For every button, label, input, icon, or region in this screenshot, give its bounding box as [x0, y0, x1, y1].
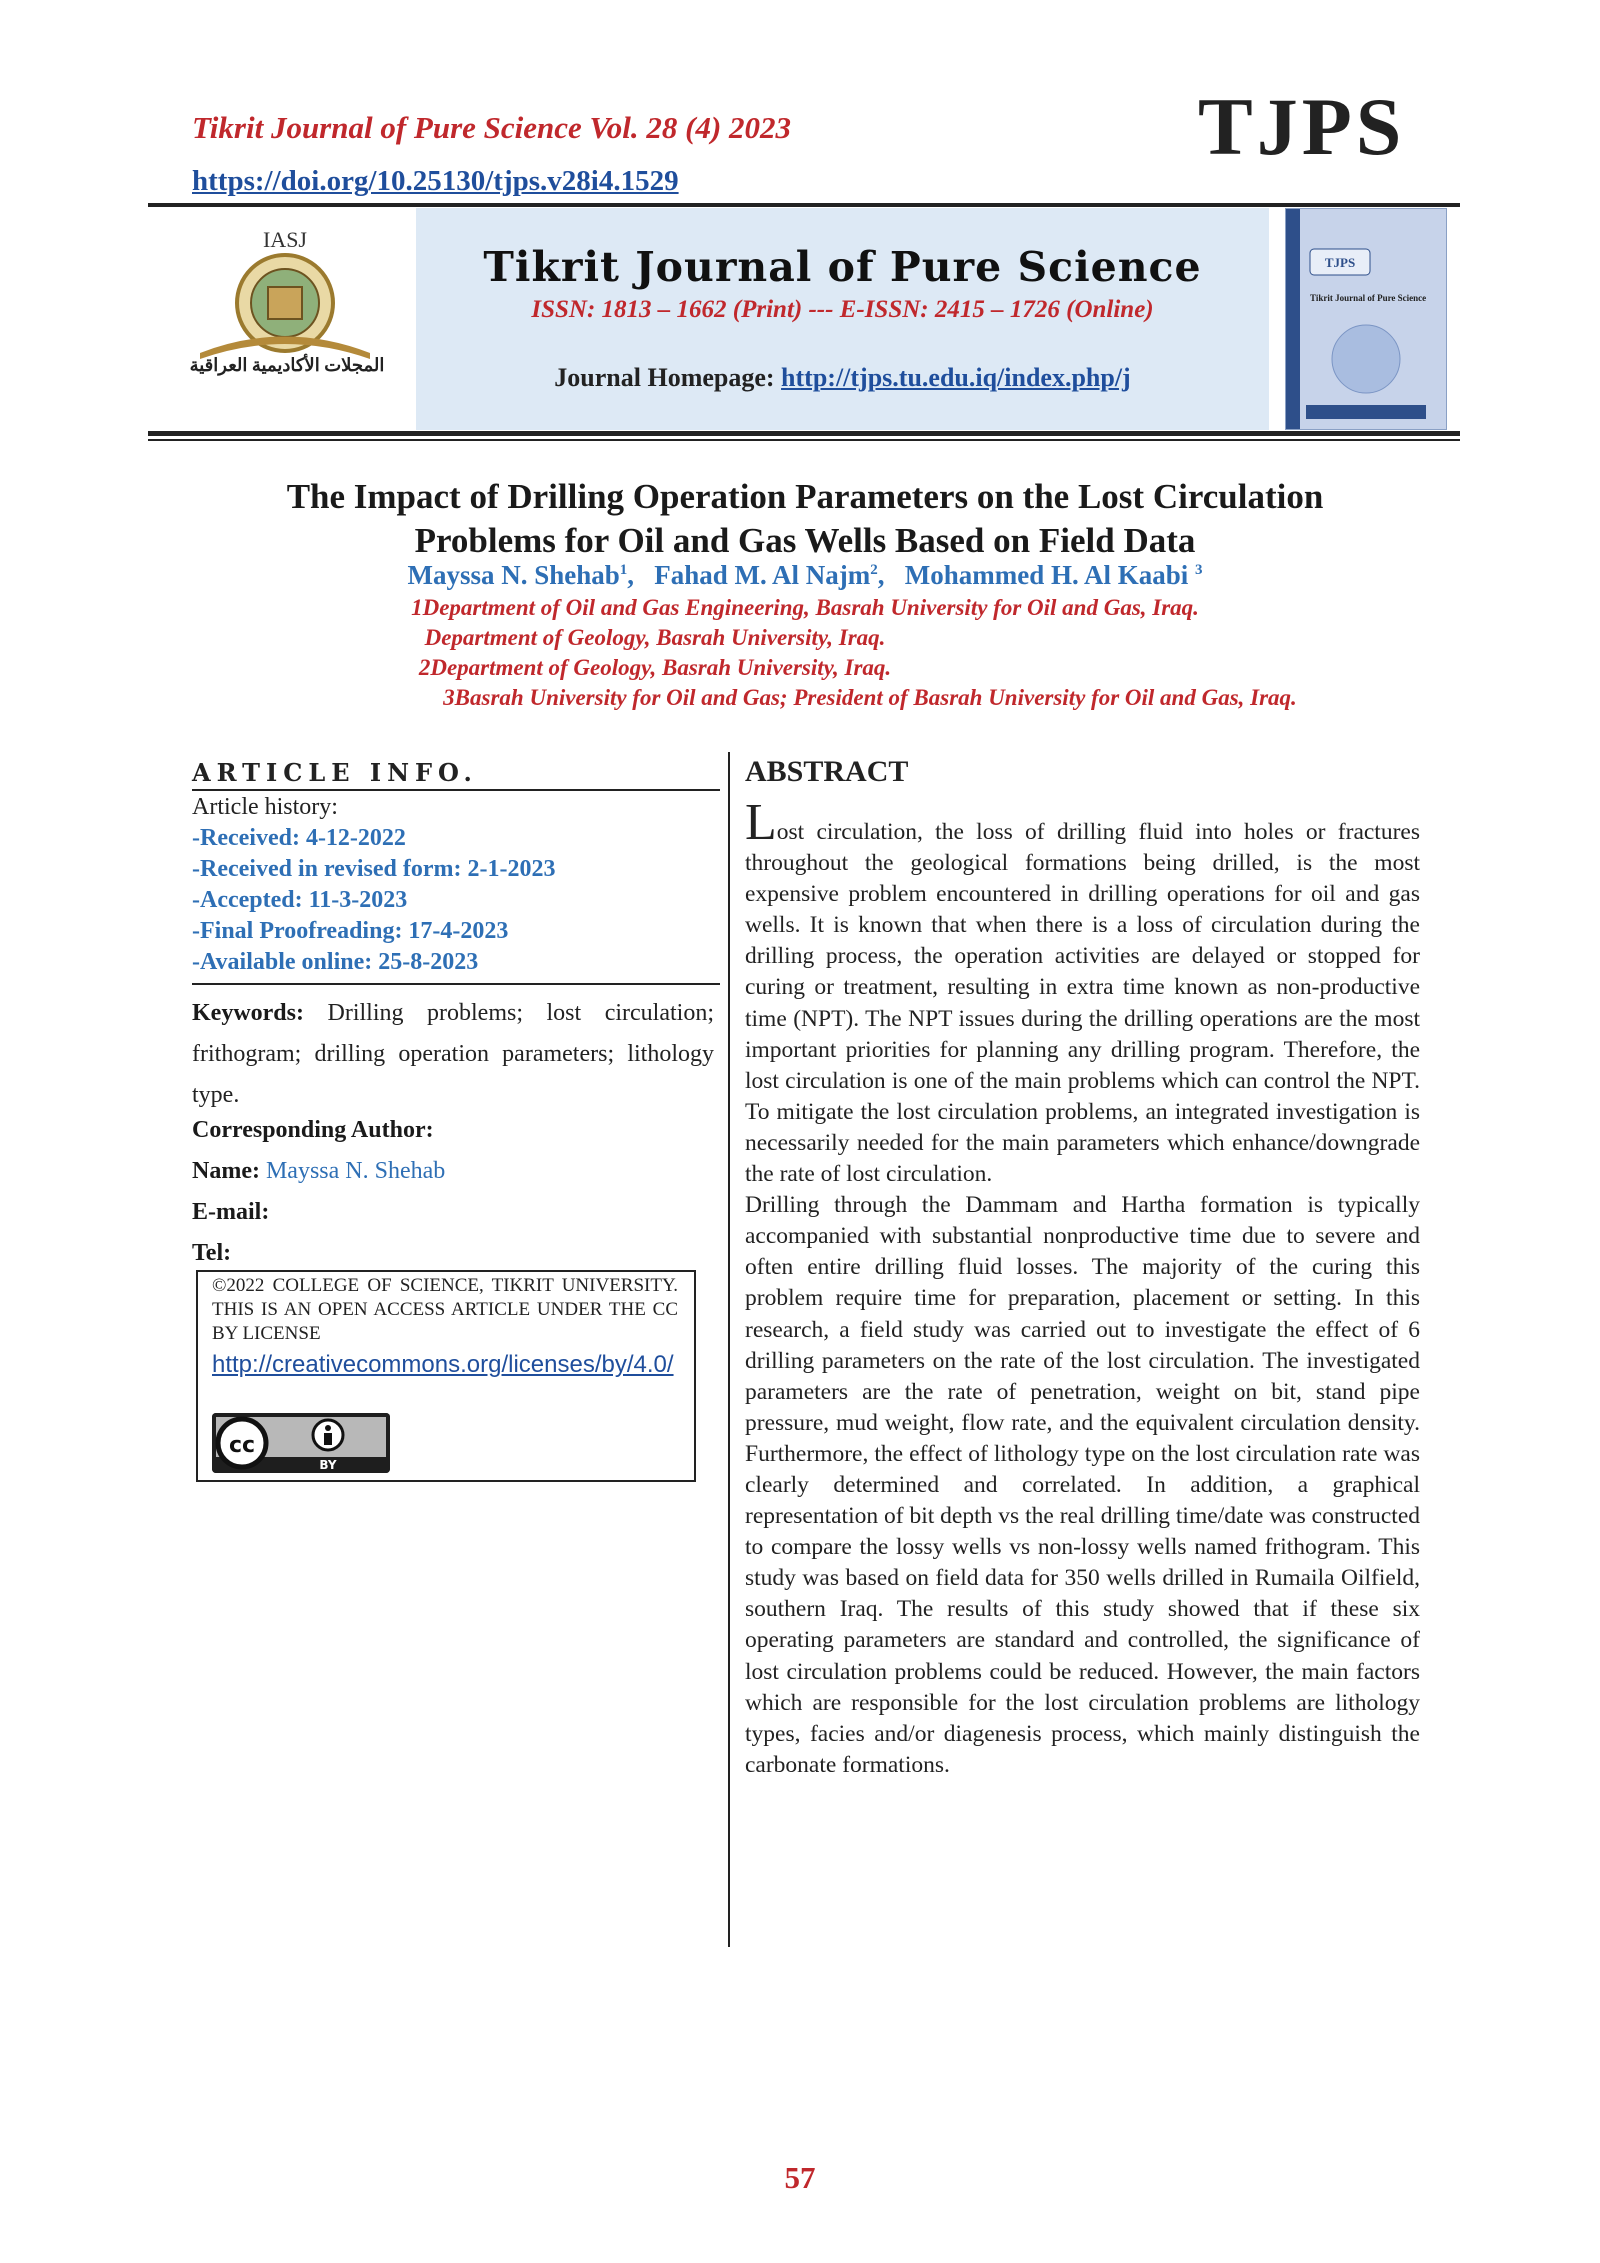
abstract-paragraph-2: Drilling through the Dammam and Hartha formation is typically accompanied with substantial nonproductive time due to severe and often entire drilling fluid losses. The majority of the curing this problem require time for preparation, placement or setting. In this research, a field study was carried out to investigate the effect of 6 drilling parameters on the rate of the lost circulation. The investigated parameters are the rate of penetration, weight on bit, stand pipe pressure, mud weight, flow rate, and the equivalent circulation density. Furthermore, the effect of lithology type on the lost circulation rate was clearly determined and correlated. In addition, a graphical representation of bit depth vs the real drilling time/date was constructed to compare the lossy wells vs non-lossy wells named frithogram. This study was based on field data for 350 wells drilled in Rumaila Oilfield, southern Iraq. The results of this study showed that if these six operating parameters are standard and controlled, the significance of lost circulation problems could be reduced. However, the main factors which are responsible for the lost circulation problems are lithology types, facies and/or diagenesis process, which mainly distinguish the carbonate formations. — [745, 1192, 1420, 1778]
affiliation-2: Department of Geology, Basrah University, Iraq. — [424, 625, 886, 650]
article-title-line1: The Impact of Drilling Operation Parameters on the Lost Circulation — [286, 477, 1324, 516]
author-list — [200, 560, 1410, 711]
abstract-body — [745, 794, 1420, 1781]
article-title-line2: Problems for Oil and Gas Wells Based on Field Data — [414, 521, 1196, 560]
affiliation-1: 1Department of Oil and Gas Engineering, Basrah University for Oil and Gas, Iraq. — [411, 595, 1199, 620]
page-number: 57 — [784, 2160, 816, 2195]
name-label: Name: — [192, 1158, 266, 1184]
issn-line: ISSN: 1813 – 1662 (Print) --- E-ISSN: 2415 – 1726 (Online) — [531, 296, 1154, 323]
banner-rule-thin — [148, 439, 1460, 441]
author-name: Mayssa N. Shehab — [265, 1158, 446, 1184]
authors-line: Mayssa N. Shehab$^1$, Fahad M. Al Najm$^2$, Mohammed H. Al Kaabi $^3$ — [407, 560, 1203, 590]
tel-label: Tel: — [192, 1240, 232, 1266]
author-3-sup: 3 — [1195, 562, 1203, 578]
article-title — [200, 475, 1410, 563]
cc-by-icon[interactable] — [212, 1413, 390, 1473]
affiliation-4: 3Basrah University for Oil and Gas; President of Basrah University for Oil and Gas, Iraq. — [443, 685, 1297, 710]
received-date: -Received: 4-12-2022 — [192, 825, 406, 851]
history-label: Article history: — [192, 794, 338, 820]
banner-title: Tikrit Journal of Pure Science — [483, 243, 1202, 291]
abstract-p1-text: ost circulation, the loss of drilling fluid into holes or fractures throughout the geological formations being drilled, is the most expensive problem encountered in drilling operations for oil and gas wells. It is known that when there is a loss of circulation during the drilling process, the operation activities are delayed or stopped for curing or treatment, resulting in extra time known as non-productive time (NPT). The NPT issues during the drilling operations are the most important priorities for planning any drilling program. Therefore, the lost circulation is one of the main problems which can control the NPT. To mitigate the lost circulation problems, an integrated investigation is necessarily needed for the main parameters which enhance/downgrade the rate of lost circulation. — [745, 819, 1420, 1188]
corresponding-label: Corresponding Author: — [192, 1117, 434, 1143]
accepted-date: -Accepted: 11-3-2023 — [192, 887, 408, 913]
cover-label: TJPS — [1324, 255, 1356, 270]
proofreading-date: -Final Proofreading: 17-4-2023 — [192, 918, 509, 944]
keywords-block — [192, 993, 714, 1116]
author-1-sup: 1 — [619, 562, 628, 578]
column-divider — [728, 752, 730, 1947]
abstract-paragraph-1 — [745, 794, 1420, 1190]
author-1: Mayssa N. Shehab — [407, 560, 620, 590]
homepage-line — [416, 363, 1269, 393]
homepage-link[interactable]: http://tjps.tu.edu.iq/index.php/j — [781, 363, 1131, 392]
article-info-heading: ARTICLE INFO. — [192, 758, 478, 787]
doi-link[interactable]: https://doi.org/10.25130/tjps.v28i4.1529 — [192, 165, 679, 197]
journal-citation: Tikrit Journal of Pure Science Vol. 28 (4) 2023 — [192, 110, 792, 145]
email-label: E-mail: — [192, 1199, 270, 1225]
iasj-logo-text: IASJ — [262, 227, 308, 252]
journal-cover-image — [1285, 208, 1447, 430]
journal-acronym: TJPS — [1198, 81, 1406, 172]
info-rule-bottom — [192, 983, 720, 985]
author-2-sup: 2 — [870, 562, 878, 578]
iasj-arabic-text: المجلات الأكاديمية العراقية — [189, 355, 385, 375]
header-rule — [148, 203, 1460, 207]
banner-rule-thick — [148, 431, 1460, 436]
revised-date: -Received in revised form: 2-1-2023 — [192, 856, 556, 882]
author-name-row — [192, 1158, 445, 1185]
author-2: Fahad M. Al Najm — [654, 560, 871, 590]
cover-title: Tikrit Journal of Pure Science — [1310, 293, 1427, 303]
keywords-text: Drilling problems; lost circulation; frithogram; drilling operation parameters; lithology type. — [192, 1000, 714, 1108]
cc-by-label: BY — [319, 1458, 337, 1472]
homepage-label: Journal Homepage: — [554, 363, 782, 392]
license-link[interactable]: http://creativecommons.org/licenses/by/4.0/ — [212, 1351, 674, 1378]
info-rule-top — [192, 789, 720, 791]
affiliation-3: 2Department of Geology, Basrah University, Iraq. — [418, 655, 892, 680]
svg-text:cc: cc — [228, 1433, 256, 1458]
license-text: ©2022 COLLEGE OF SCIENCE, TIKRIT UNIVERSITY. THIS IS AN OPEN ACCESS ARTICLE UNDER THE CC BY LICENSE — [212, 1275, 678, 1344]
author-3: Mohammed H. Al Kaabi — [904, 560, 1189, 590]
online-date: -Available online: 25-8-2023 — [192, 949, 479, 975]
abstract-heading: ABSTRACT — [745, 755, 909, 788]
keywords-label: Keywords: — [192, 1000, 304, 1026]
abstract-dropcap: L — [745, 794, 777, 851]
